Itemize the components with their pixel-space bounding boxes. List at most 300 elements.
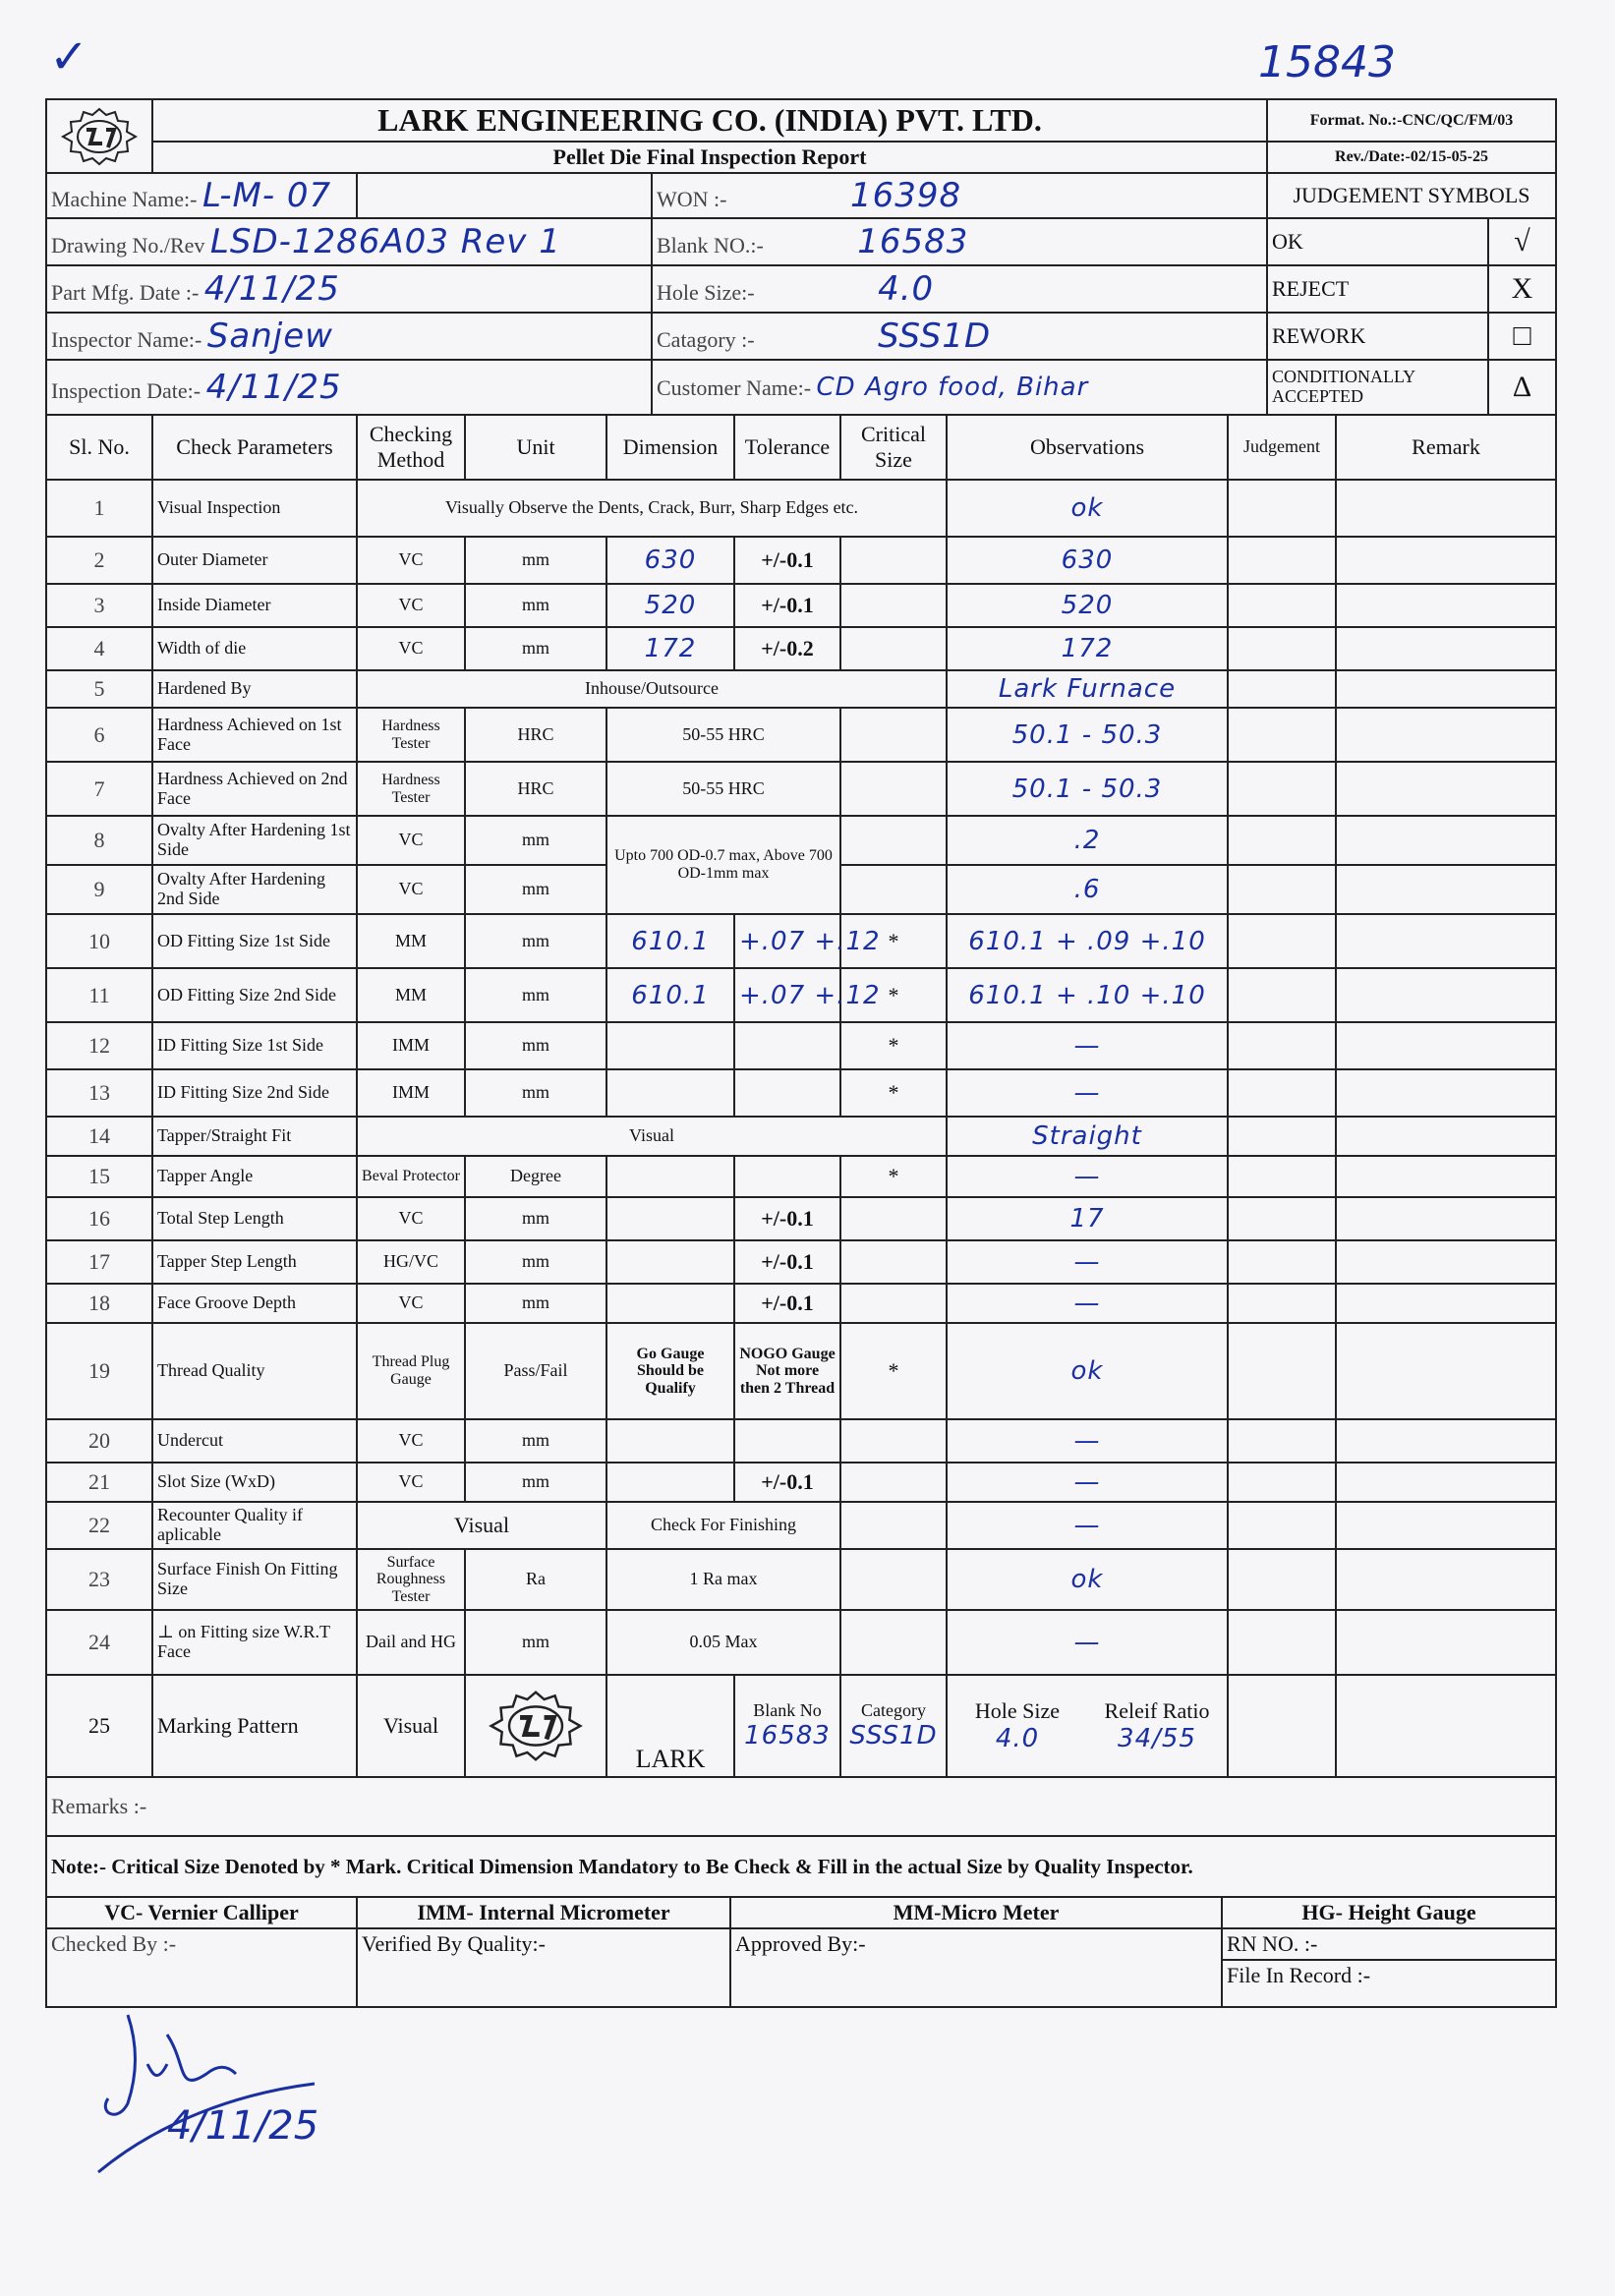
row-sl: 6: [46, 708, 152, 762]
table-row: [46, 1323, 1556, 1419]
row-critical: [840, 1197, 947, 1240]
row-critical: [840, 1549, 947, 1610]
row-judgement: [1228, 1323, 1336, 1419]
row-judgement: [1228, 670, 1336, 708]
row-param: Surface Finish On Fitting Size: [152, 1549, 357, 1610]
row-judgement: [1228, 1240, 1336, 1284]
row-remark: [1336, 670, 1556, 708]
footer-table: [45, 1896, 1557, 2008]
row-remark: [1336, 816, 1556, 865]
row-judgement: [1228, 914, 1336, 968]
document-number: 15843: [1258, 37, 1396, 87]
row-method: HG/VC: [357, 1240, 465, 1284]
legend-mm: MM-Micro Meter: [730, 1897, 1222, 1928]
row-dimension: Go Gauge Should be Qualify: [606, 1323, 734, 1419]
table-row: [46, 584, 1556, 627]
conditional-symbol-icon: Δ: [1488, 360, 1556, 415]
marking-brand: LARK: [606, 1675, 734, 1777]
row-judgement: [1228, 1610, 1336, 1675]
row-judgement: [1228, 865, 1336, 914]
blank-number-field: Blank NO.:- 16583: [652, 218, 1267, 265]
table-row: [46, 1117, 1556, 1156]
row-tolerance: +/-0.1: [734, 1284, 840, 1323]
row-param: Slot Size (WxD): [152, 1463, 357, 1502]
critical-size-note: Note:- Critical Size Denoted by * Mark. Critical Dimension Mandatory to Be Check & Fill in the actual Size by Quality Inspector.: [46, 1836, 1556, 1897]
row-dimension: [606, 1197, 734, 1240]
row-param: Thread Quality: [152, 1323, 357, 1419]
row-param: Face Groove Depth: [152, 1284, 357, 1323]
table-row: [46, 816, 1556, 865]
row-critical: [840, 762, 947, 816]
row-method: VC: [357, 865, 465, 914]
row-sl: 11: [46, 968, 152, 1022]
row-param: Visual Inspection: [152, 480, 357, 537]
row-method: VC: [357, 1419, 465, 1463]
row-remark: [1336, 708, 1556, 762]
legend-vc: VC- Vernier Calliper: [46, 1897, 357, 1928]
row-observation: 610.1 + .09 +.10: [947, 914, 1228, 968]
row-judgement: [1228, 1117, 1336, 1156]
row-critical: *: [840, 968, 947, 1022]
table-row: [46, 1463, 1556, 1502]
row-param: OD Fitting Size 2nd Side: [152, 968, 357, 1022]
row-judgement: [1228, 708, 1336, 762]
row-param: Ovalty After Hardening 2nd Side: [152, 865, 357, 914]
row-remark: [1336, 914, 1556, 968]
row-judgement: [1228, 816, 1336, 865]
row-method: Hardness Tester: [357, 762, 465, 816]
row-method: VC: [357, 1284, 465, 1323]
row-sl: 21: [46, 1463, 152, 1502]
row-method: MM: [357, 914, 465, 968]
row-critical: [840, 1463, 947, 1502]
row-observation: 520: [947, 584, 1228, 627]
row-tolerance: +/-0.1: [734, 1197, 840, 1240]
judgement-conditional-label: CONDITIONALLY ACCEPTED: [1267, 360, 1488, 415]
row-observation: ok: [947, 1549, 1228, 1610]
machine-name-field: Machine Name:- L-M- 07: [46, 173, 357, 218]
row-method: IMM: [357, 1022, 465, 1069]
table-row: 25 Marking Pattern Visual LARK Blank No 16583 Category SSS1D Hole Size Releif Ratio 4.0 34/55: [46, 1675, 1556, 1777]
row-dimension: [606, 1156, 734, 1197]
row-unit: mm: [465, 1610, 606, 1675]
row-remark: [1336, 1502, 1556, 1549]
table-row: [46, 1610, 1556, 1675]
row-critical: [840, 1284, 947, 1323]
row-param: Width of die: [152, 627, 357, 670]
table-row: [46, 1240, 1556, 1284]
marking-blank: Blank No 16583: [734, 1675, 840, 1777]
row-critical: [840, 865, 947, 914]
table-row: [46, 1502, 1556, 1549]
row-method: Thread Plug Gauge: [357, 1323, 465, 1419]
row-dim-tol: 1 Ra max: [606, 1549, 840, 1610]
row-judgement: [1228, 537, 1336, 584]
row-method: Dail and HG: [357, 1610, 465, 1675]
row-remark: [1336, 480, 1556, 537]
row-unit: mm: [465, 1197, 606, 1240]
row-unit: mm: [465, 1284, 606, 1323]
row-sl: 24: [46, 1610, 152, 1675]
row-sl: 14: [46, 1117, 152, 1156]
row-observation: 610.1 + .10 +.10: [947, 968, 1228, 1022]
col-remark: Remark: [1336, 415, 1556, 480]
mfg-date-field: Part Mfg. Date :- 4/11/25: [46, 265, 652, 313]
table-row: [46, 1284, 1556, 1323]
row-judgement: [1228, 968, 1336, 1022]
row-observation: —: [947, 1156, 1228, 1197]
file-in-record-field: File In Record :-: [1227, 1963, 1371, 1987]
row-observation: —: [947, 1502, 1228, 1549]
row-judgement: [1228, 1419, 1336, 1463]
row-dimension: [606, 1022, 734, 1069]
row-param: Inside Diameter: [152, 584, 357, 627]
row-param: Recounter Quality if aplicable: [152, 1502, 357, 1549]
row-param: Outer Diameter: [152, 537, 357, 584]
row-critical: [840, 708, 947, 762]
row-remark: [1336, 1197, 1556, 1240]
row-judgement: [1228, 1284, 1336, 1323]
row-judgement: [1228, 1549, 1336, 1610]
row-method: VC: [357, 584, 465, 627]
col-param: Check Parameters: [152, 415, 357, 480]
table-row: [46, 1419, 1556, 1463]
row-tolerance: +.07 +.12: [734, 914, 840, 968]
report-title: Pellet Die Final Inspection Report: [152, 142, 1267, 173]
judgement-symbols-title: JUDGEMENT SYMBOLS: [1267, 173, 1556, 218]
row-unit: mm: [465, 865, 606, 914]
row-sl: 8: [46, 816, 152, 865]
row-critical: [840, 1502, 947, 1549]
row-param: Hardness Achieved on 1st Face: [152, 708, 357, 762]
category-field: Catagory :- SSS1D: [652, 313, 1267, 360]
table-row: [46, 1197, 1556, 1240]
approved-by-field: Approved By:-: [730, 1928, 1222, 2007]
row-tolerance: NOGO Gauge Not more then 2 Thread: [734, 1323, 840, 1419]
row-method: VC: [357, 1197, 465, 1240]
row-unit: mm: [465, 537, 606, 584]
row-sl: 3: [46, 584, 152, 627]
row-judgement: [1228, 1156, 1336, 1197]
row-remark: [1336, 1549, 1556, 1610]
row-param: OD Fitting Size 1st Side: [152, 914, 357, 968]
row-remark: [1336, 865, 1556, 914]
table-row: [46, 708, 1556, 762]
row-sl: 18: [46, 1284, 152, 1323]
row-dimension: 630: [606, 537, 734, 584]
row-param: Hardened By: [152, 670, 357, 708]
row-observation: ok: [947, 480, 1228, 537]
row-sl: 17: [46, 1240, 152, 1284]
hole-size-field: Hole Size:- 4.0: [652, 265, 1267, 313]
row-unit: mm: [465, 627, 606, 670]
legend-imm: IMM- Internal Micrometer: [357, 1897, 730, 1928]
remarks-field: Remarks :-: [46, 1777, 1556, 1836]
row-critical: [840, 816, 947, 865]
row-observation: 50.1 - 50.3: [947, 762, 1228, 816]
row-remark: [1336, 1117, 1556, 1156]
row-observation: —: [947, 1463, 1228, 1502]
col-sl: Sl. No.: [46, 415, 152, 480]
row-dimension: 610.1: [606, 968, 734, 1022]
row-sl: 13: [46, 1069, 152, 1117]
row-observation: ok: [947, 1323, 1228, 1419]
row-critical: *: [840, 914, 947, 968]
table-row: [46, 537, 1556, 584]
row-param: Ovalty After Hardening 1st Side: [152, 816, 357, 865]
row-method: Visual: [357, 1502, 606, 1549]
row-method: MM: [357, 968, 465, 1022]
row-judgement: [1228, 627, 1336, 670]
row-judgement: [1228, 762, 1336, 816]
row-dim-tol: 50-55 HRC: [606, 762, 840, 816]
row-remark: [1336, 1156, 1556, 1197]
row-remark: [1336, 627, 1556, 670]
row-sl: 22: [46, 1502, 152, 1549]
row-param: Undercut: [152, 1419, 357, 1463]
row-method: VC: [357, 1463, 465, 1502]
row-remark: [1336, 1240, 1556, 1284]
row-judgement: [1228, 1463, 1336, 1502]
row-sl: 2: [46, 537, 152, 584]
row-critical: [840, 1419, 947, 1463]
row-unit: mm: [465, 1069, 606, 1117]
header-table: [45, 98, 1557, 416]
row-param: ID Fitting Size 2nd Side: [152, 1069, 357, 1117]
judgement-rework-label: REWORK: [1267, 313, 1488, 360]
row-critical: *: [840, 1156, 947, 1197]
row-judgement: [1228, 1502, 1336, 1549]
row-observation: Lark Furnace: [947, 670, 1228, 708]
row-remark: [1336, 1323, 1556, 1419]
row-method: IMM: [357, 1069, 465, 1117]
row-remark: [1336, 968, 1556, 1022]
row-unit: mm: [465, 914, 606, 968]
row-unit: mm: [465, 968, 606, 1022]
customer-name-field: Customer Name:- CD Agro food, Bihar: [652, 360, 1267, 415]
ok-symbol-icon: √: [1488, 218, 1556, 265]
row-observation: 630: [947, 537, 1228, 584]
col-dimension: Dimension: [606, 415, 734, 480]
row-observation: —: [947, 1284, 1228, 1323]
row-critical: [840, 584, 947, 627]
inspection-date-field: Inspection Date:- 4/11/25: [46, 360, 652, 415]
col-judgement: Judgement: [1228, 415, 1336, 480]
col-tolerance: Tolerance: [734, 415, 840, 480]
row-method: Hardness Tester: [357, 708, 465, 762]
row-unit: mm: [465, 1419, 606, 1463]
row-sl: 9: [46, 865, 152, 914]
row-dimension: [606, 1069, 734, 1117]
row-remark: [1336, 1022, 1556, 1069]
row-remark: [1336, 762, 1556, 816]
check-parameters-table: [45, 414, 1557, 1898]
row-remark: [1336, 537, 1556, 584]
row-param: Total Step Length: [152, 1197, 357, 1240]
row-unit: mm: [465, 584, 606, 627]
row-remark: [1336, 1610, 1556, 1675]
row-tolerance: [734, 1419, 840, 1463]
row-param: Hardness Achieved on 2nd Face: [152, 762, 357, 816]
company-name: LARK ENGINEERING CO. (INDIA) PVT. LTD.: [152, 99, 1267, 142]
row-observation: 17: [947, 1197, 1228, 1240]
row-method: Beval Protector: [357, 1156, 465, 1197]
row-judgement: [1228, 1022, 1336, 1069]
row-dimension: 172: [606, 627, 734, 670]
row-sl: 5: [46, 670, 152, 708]
row-unit: mm: [465, 1463, 606, 1502]
table-row: [46, 1069, 1556, 1117]
row-observation: —: [947, 1069, 1228, 1117]
row-sl: 23: [46, 1549, 152, 1610]
row-dimension: [606, 1419, 734, 1463]
rn-number-field: RN NO. :-: [1223, 1929, 1555, 1961]
row-unit: Degree: [465, 1156, 606, 1197]
marking-category: Category SSS1D: [840, 1675, 947, 1777]
row-span-text: Inhouse/Outsource: [357, 670, 947, 708]
drawing-number-field: Drawing No./Rev LSD-1286A03 Rev 1: [46, 218, 652, 265]
row-sl: 4: [46, 627, 152, 670]
legend-hg: HG- Height Gauge: [1222, 1897, 1556, 1928]
row-unit: Ra: [465, 1549, 606, 1610]
row-unit: mm: [465, 816, 606, 865]
row-dimension: 610.1: [606, 914, 734, 968]
checked-by-field: Checked By :-: [46, 1928, 357, 2007]
row-method: VC: [357, 816, 465, 865]
row-span-text: Visual: [357, 1117, 947, 1156]
row-sl: 19: [46, 1323, 152, 1419]
col-method: Checking Method: [357, 415, 465, 480]
row-sl: 7: [46, 762, 152, 816]
row-sl: 1: [46, 480, 152, 537]
row-judgement: [1228, 1197, 1336, 1240]
row-unit: HRC: [465, 762, 606, 816]
row-judgement: [1228, 584, 1336, 627]
row-observation: 172: [947, 627, 1228, 670]
row-dimension: [606, 1463, 734, 1502]
revision-date: Rev./Date:-02/15-05-25: [1267, 142, 1556, 173]
row-critical: *: [840, 1069, 947, 1117]
row-critical: [840, 537, 947, 584]
row-sl: 15: [46, 1156, 152, 1197]
row-tolerance: +/-0.1: [734, 537, 840, 584]
row-sl: 16: [46, 1197, 152, 1240]
table-row: [46, 670, 1556, 708]
col-critical: Critical Size: [840, 415, 947, 480]
rework-symbol-icon: □: [1488, 313, 1556, 360]
row-dimension: [606, 1284, 734, 1323]
row-critical: *: [840, 1323, 947, 1419]
table-row: [46, 914, 1556, 968]
signature-date: 4/11/25: [167, 2103, 319, 2149]
row-sl: 20: [46, 1419, 152, 1463]
table-row: [46, 762, 1556, 816]
row-observation: Straight: [947, 1117, 1228, 1156]
marking-hole-relief: Hole Size Releif Ratio 4.0 34/55: [947, 1675, 1228, 1777]
row-tolerance: +/-0.1: [734, 1240, 840, 1284]
row-param: Tapper Angle: [152, 1156, 357, 1197]
row-tolerance: [734, 1022, 840, 1069]
row-unit: mm: [465, 1022, 606, 1069]
col-unit: Unit: [465, 415, 606, 480]
row-span-text: Visually Observe the Dents, Crack, Burr, Sharp Edges etc.: [357, 480, 947, 537]
table-row: [46, 627, 1556, 670]
table-row: [46, 1156, 1556, 1197]
row-observation: 50.1 - 50.3: [947, 708, 1228, 762]
row-observation: .2: [947, 816, 1228, 865]
row-critical: [840, 627, 947, 670]
row-tolerance: +/-0.1: [734, 1463, 840, 1502]
format-number: Format. No.:-CNC/QC/FM/03: [1267, 99, 1556, 142]
row-remark: [1336, 1419, 1556, 1463]
inspector-name-field: Inspector Name:- Sanjew: [46, 313, 652, 360]
ovality-tolerance: Upto 700 OD-0.7 max, Above 700 OD-1mm max: [606, 816, 840, 914]
row-critical: [840, 1610, 947, 1675]
row-critical: *: [840, 1022, 947, 1069]
company-logo: [46, 99, 152, 173]
row-unit: mm: [465, 1240, 606, 1284]
row-remark: [1336, 1069, 1556, 1117]
row-method: VC: [357, 627, 465, 670]
verified-by-field: Verified By Quality:-: [357, 1928, 730, 2007]
table-row: [46, 1022, 1556, 1069]
row-param: ID Fitting Size 1st Side: [152, 1022, 357, 1069]
row-tolerance: +.07 +.12: [734, 968, 840, 1022]
reject-symbol-icon: X: [1488, 265, 1556, 313]
row-param: Tapper Step Length: [152, 1240, 357, 1284]
row-method: Surface Roughness Tester: [357, 1549, 465, 1610]
row-unit: HRC: [465, 708, 606, 762]
row-param: Tapper/Straight Fit: [152, 1117, 357, 1156]
row-remark: [1336, 1463, 1556, 1502]
row-observation: —: [947, 1240, 1228, 1284]
row-dim-tol: Check For Finishing: [606, 1502, 840, 1549]
won-field: WON :- 16398: [652, 173, 1267, 218]
row-method: VC: [357, 537, 465, 584]
row-sl: 10: [46, 914, 152, 968]
marking-logo: [465, 1675, 606, 1777]
row-observation: —: [947, 1022, 1228, 1069]
check-mark: ✓: [49, 29, 89, 85]
row-tolerance: +/-0.1: [734, 584, 840, 627]
row-judgement: [1228, 480, 1336, 537]
row-tolerance: [734, 1069, 840, 1117]
inspection-sheet: [45, 98, 1555, 2008]
judgement-reject-label: REJECT: [1267, 265, 1488, 313]
row-dimension: [606, 1240, 734, 1284]
row-unit: Pass/Fail: [465, 1323, 606, 1419]
row-tolerance: +/-0.2: [734, 627, 840, 670]
row-judgement: [1228, 1069, 1336, 1117]
row-param: ⊥ on Fitting size W.R.T Face: [152, 1610, 357, 1675]
row-critical: [840, 1240, 947, 1284]
row-dimension: 520: [606, 584, 734, 627]
table-row: [46, 480, 1556, 537]
row-remark: [1336, 584, 1556, 627]
judgement-ok-label: OK: [1267, 218, 1488, 265]
row-observation: —: [947, 1419, 1228, 1463]
row-remark: [1336, 1284, 1556, 1323]
row-dim-tol: 50-55 HRC: [606, 708, 840, 762]
table-row: [46, 1549, 1556, 1610]
row-dim-tol: 0.05 Max: [606, 1610, 840, 1675]
col-observations: Observations: [947, 415, 1228, 480]
row-observation: —: [947, 1610, 1228, 1675]
row-tolerance: [734, 1156, 840, 1197]
row-sl: 12: [46, 1022, 152, 1069]
row-observation: .6: [947, 865, 1228, 914]
table-row: [46, 968, 1556, 1022]
